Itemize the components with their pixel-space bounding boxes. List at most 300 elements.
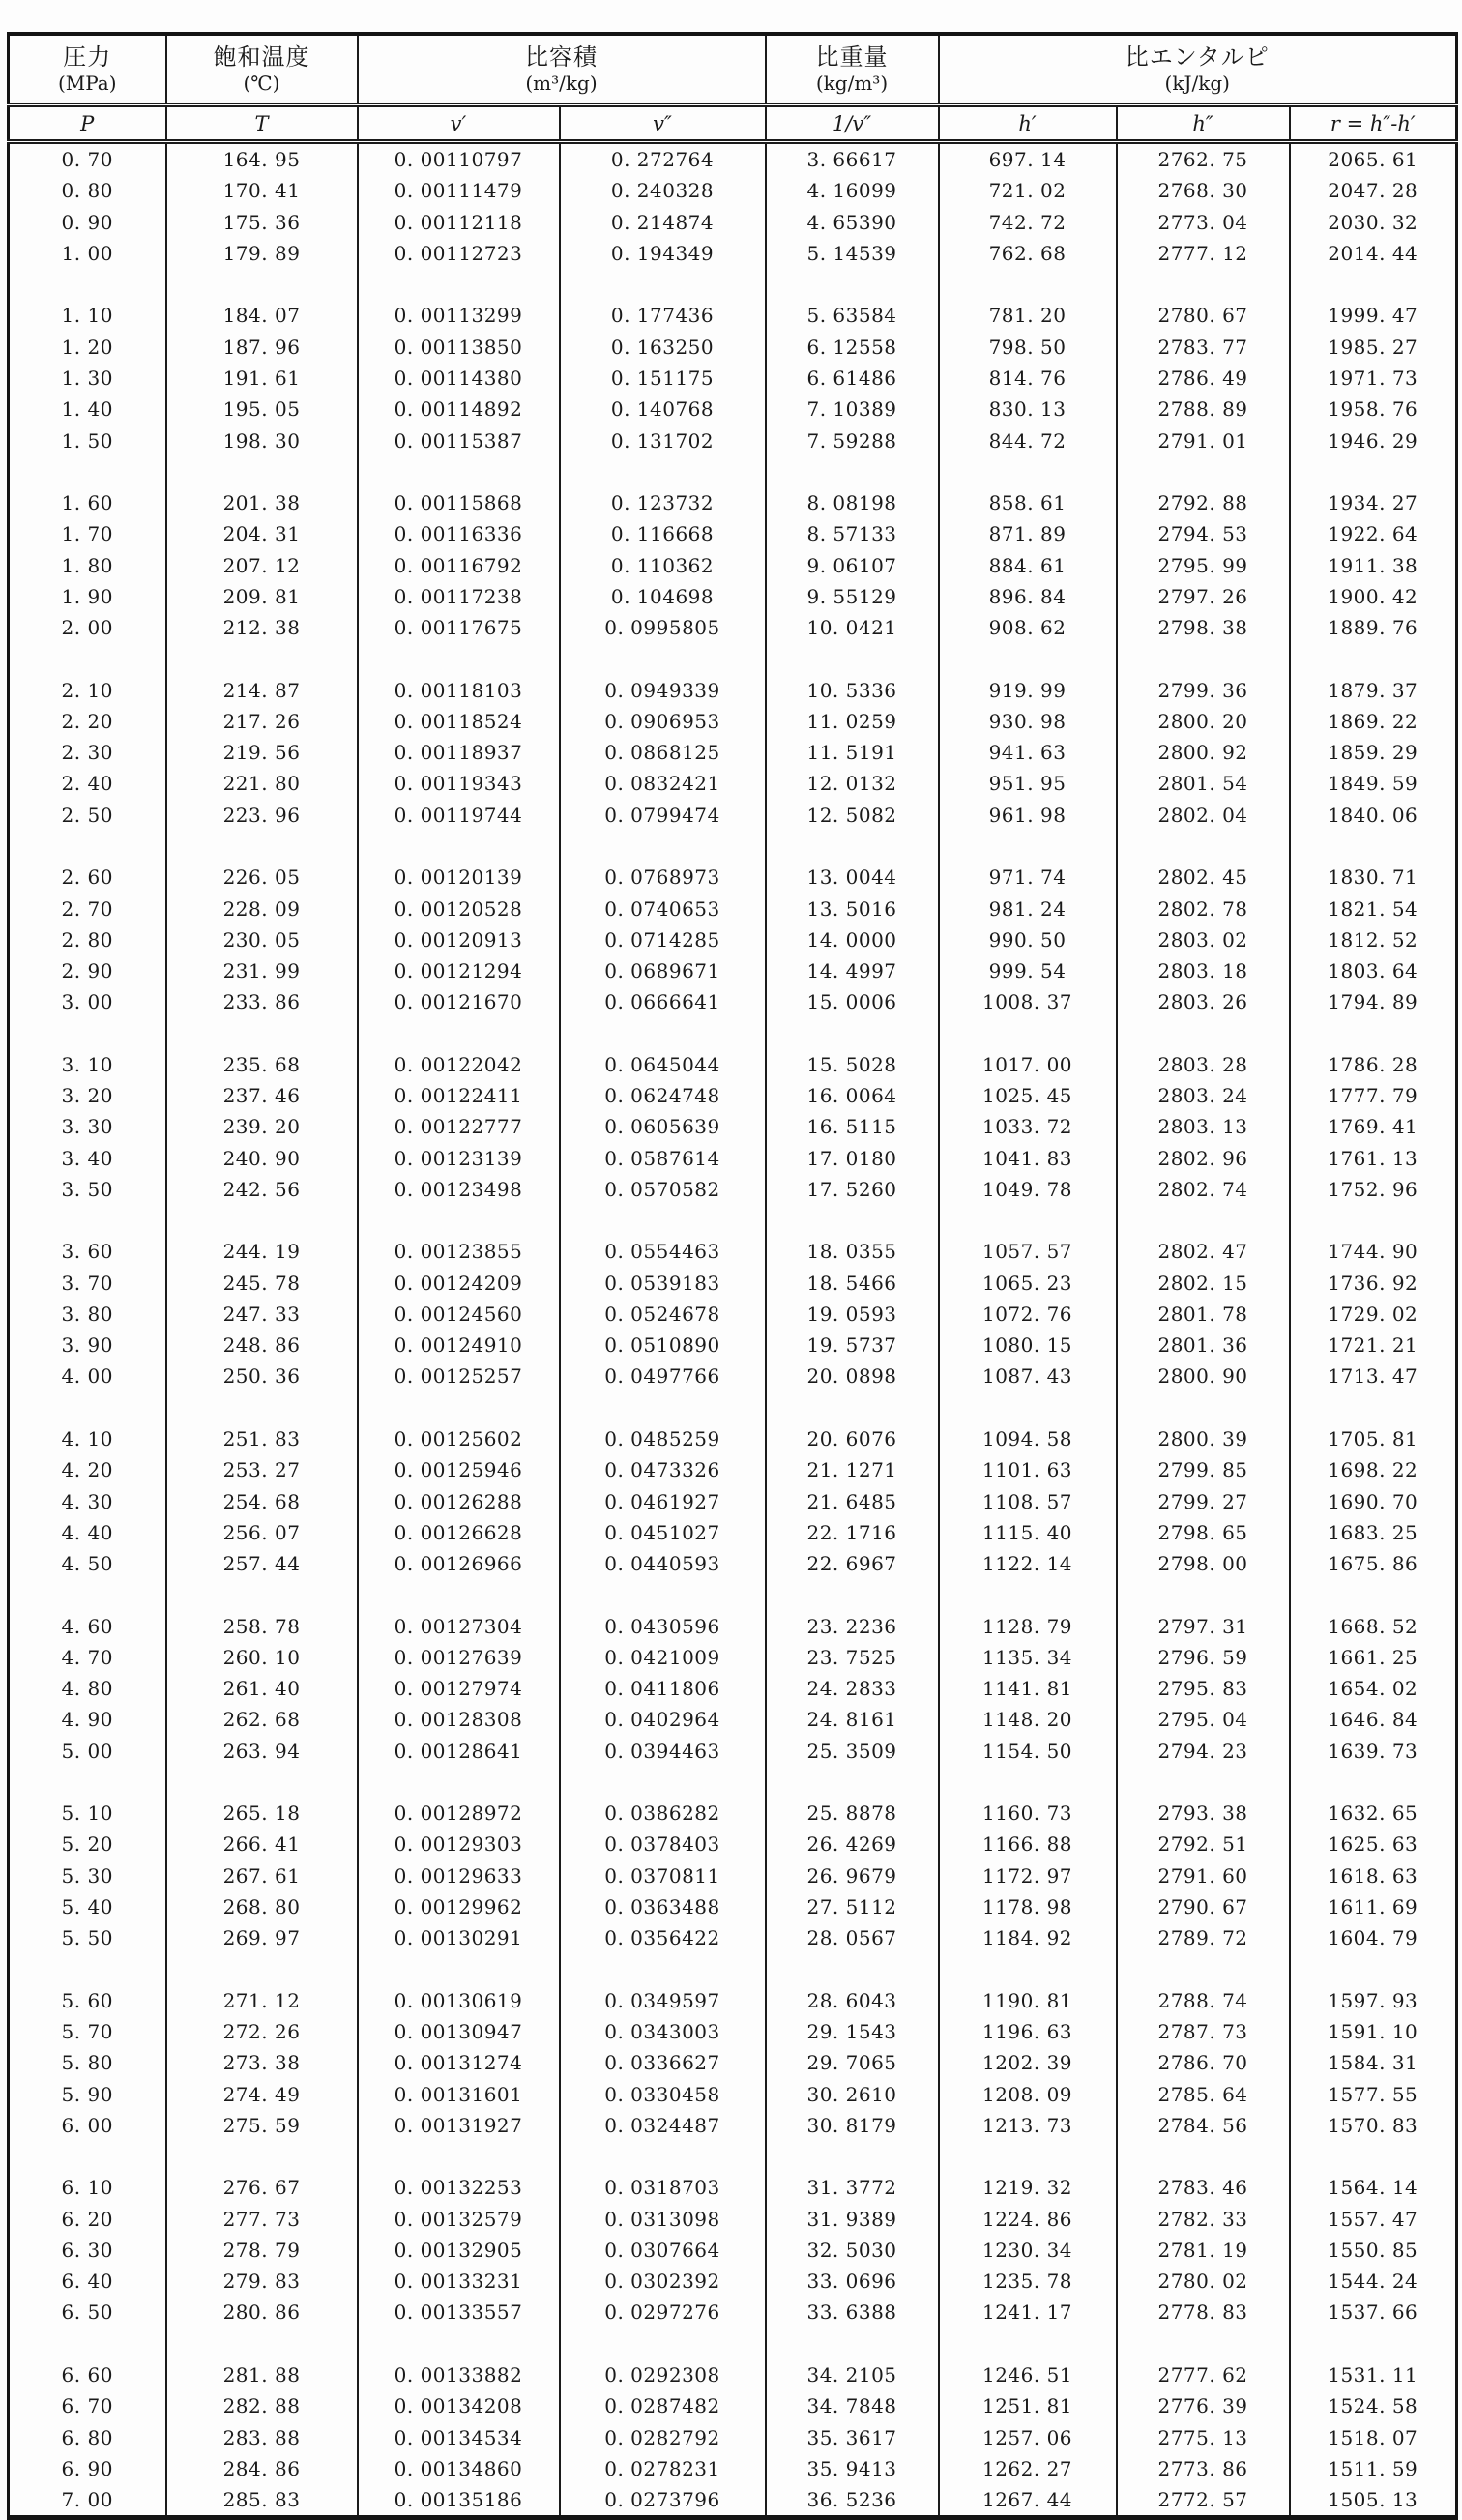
cell: 0. 0906953 [560, 706, 766, 737]
cell: 18. 5466 [766, 1268, 939, 1299]
cell: 31. 3772 [766, 2172, 939, 2203]
cell: 233. 86 [166, 986, 358, 1017]
cell: 1511. 59 [1290, 2453, 1457, 2484]
cell: 1008. 37 [939, 986, 1117, 1017]
cell: 2794. 53 [1117, 518, 1290, 549]
empty-cell [560, 1953, 766, 1984]
cell: 0. 0689671 [560, 955, 766, 986]
table-row [9, 1049, 1457, 1080]
table-row [9, 207, 1457, 238]
table-row [9, 893, 1457, 923]
table-row [9, 487, 1457, 518]
cell: 2780. 02 [1117, 2266, 1290, 2297]
cell: 2797. 31 [1117, 1610, 1290, 1641]
cell: 2773. 86 [1117, 2453, 1290, 2484]
cell: 271. 12 [166, 1985, 358, 2016]
cell: 2783. 46 [1117, 2172, 1290, 2203]
cell: 8. 57133 [766, 518, 939, 549]
empty-cell [9, 1579, 166, 1610]
cell: 0. 0868125 [560, 737, 766, 768]
cell: 0. 00127639 [358, 1642, 560, 1673]
header-symbols-row [9, 105, 1457, 142]
cell: 0. 0386282 [560, 1798, 766, 1829]
empty-cell [9, 1017, 166, 1048]
header-pressure-label: 圧力 [63, 44, 112, 71]
empty-cell [358, 1579, 560, 1610]
cell: 1690. 70 [1290, 1485, 1457, 1516]
cell: 0. 214874 [560, 207, 766, 238]
cell: 36. 5236 [766, 2484, 939, 2518]
cell: 204. 31 [166, 518, 358, 549]
separator-row [9, 1205, 1457, 1236]
cell: 0. 272764 [560, 142, 766, 176]
cell: 1. 10 [9, 300, 166, 331]
cell: 33. 6388 [766, 2297, 939, 2328]
cell: 6. 20 [9, 2204, 166, 2235]
table-row [9, 1174, 1457, 1205]
cell: 235. 68 [166, 1049, 358, 1080]
cell: 1570. 83 [1290, 2110, 1457, 2141]
empty-cell [560, 1579, 766, 1610]
cell: 1713. 47 [1290, 1361, 1457, 1392]
empty-cell [358, 1205, 560, 1236]
cell: 228. 09 [166, 893, 358, 923]
cell: 1. 60 [9, 487, 166, 518]
cell: 19. 0593 [766, 1299, 939, 1330]
cell: 0. 0510890 [560, 1330, 766, 1361]
table-row [9, 581, 1457, 612]
empty-cell [358, 643, 560, 674]
cell: 0. 90 [9, 207, 166, 238]
cell: 0. 00119744 [358, 800, 560, 831]
cell: 1122. 14 [939, 1548, 1117, 1579]
cell: 990. 50 [939, 924, 1117, 955]
cell: 0. 00133557 [358, 2297, 560, 2328]
cell: 35. 3617 [766, 2421, 939, 2452]
cell: 1625. 63 [1290, 1829, 1457, 1860]
cell: 35. 9413 [766, 2453, 939, 2484]
cell: 2793. 38 [1117, 1798, 1290, 1829]
cell: 0. 0995805 [560, 612, 766, 643]
empty-cell [766, 1392, 939, 1423]
cell: 4. 65390 [766, 207, 939, 238]
table-row [9, 1985, 1457, 2016]
header-specific-volume [358, 34, 766, 105]
separator-row [9, 2329, 1457, 2359]
cell: 23. 2236 [766, 1610, 939, 1641]
cell: 0. 00130619 [358, 1985, 560, 2016]
cell: 1108. 57 [939, 1485, 1117, 1516]
cell: 1761. 13 [1290, 1143, 1457, 1174]
empty-cell [358, 1017, 560, 1048]
cell: 0. 00122411 [358, 1080, 560, 1111]
empty-cell [766, 269, 939, 300]
empty-cell [939, 456, 1117, 487]
cell: 2785. 64 [1117, 2078, 1290, 2109]
cell: 0. 00123498 [358, 1174, 560, 1205]
cell: 30. 2610 [766, 2078, 939, 2109]
cell: 1618. 63 [1290, 1861, 1457, 1891]
cell: 0. 00129962 [358, 1891, 560, 1922]
cell: 2802. 47 [1117, 1236, 1290, 1267]
cell: 0. 163250 [560, 332, 766, 363]
cell: 0. 00124560 [358, 1299, 560, 1330]
empty-cell [939, 1392, 1117, 1423]
cell: 1794. 89 [1290, 986, 1457, 1017]
cell: 7. 59288 [766, 425, 939, 455]
cell: 3. 40 [9, 1143, 166, 1174]
cell: 1911. 38 [1290, 549, 1457, 580]
empty-cell [358, 456, 560, 487]
empty-cell [560, 456, 766, 487]
empty-cell [1117, 1017, 1290, 1048]
cell: 256. 07 [166, 1517, 358, 1548]
cell: 2800. 39 [1117, 1423, 1290, 1454]
cell: 1531. 11 [1290, 2359, 1457, 2390]
separator-row [9, 2141, 1457, 2172]
empty-cell [1290, 456, 1457, 487]
cell: 0. 00117238 [358, 581, 560, 612]
table-row [9, 2297, 1457, 2328]
cell: 278. 79 [166, 2235, 358, 2266]
cell: 2800. 92 [1117, 737, 1290, 768]
cell: 1160. 73 [939, 1798, 1117, 1829]
symbol-inverse-v-double-prime: 1/v″ [766, 105, 939, 142]
cell: 0. 00134534 [358, 2421, 560, 2452]
cell: 1721. 21 [1290, 1330, 1457, 1361]
empty-cell [166, 1017, 358, 1048]
empty-cell [9, 2329, 166, 2359]
cell: 0. 00123139 [358, 1143, 560, 1174]
cell: 28. 0567 [766, 1922, 939, 1953]
cell: 1257. 06 [939, 2421, 1117, 2452]
symbol-h-double-prime: h″ [1117, 105, 1290, 142]
cell: 981. 24 [939, 893, 1117, 923]
cell: 2801. 54 [1117, 768, 1290, 799]
empty-cell [560, 643, 766, 674]
cell: 0. 00118103 [358, 675, 560, 706]
cell: 1135. 34 [939, 1642, 1117, 1673]
cell: 919. 99 [939, 675, 1117, 706]
cell: 1958. 76 [1290, 394, 1457, 425]
cell: 0. 116668 [560, 518, 766, 549]
empty-cell [9, 1205, 166, 1236]
cell: 34. 2105 [766, 2359, 939, 2390]
cell: 1184. 92 [939, 1922, 1117, 1953]
cell: 0. 00127974 [358, 1673, 560, 1704]
empty-cell [1117, 1579, 1290, 1610]
cell: 0. 0307664 [560, 2235, 766, 2266]
cell: 15. 5028 [766, 1049, 939, 1080]
empty-cell [166, 1579, 358, 1610]
table-row [9, 1673, 1457, 1704]
cell: 10. 5336 [766, 675, 939, 706]
cell: 0. 00128972 [358, 1798, 560, 1829]
cell: 1769. 41 [1290, 1111, 1457, 1142]
cell: 4. 70 [9, 1642, 166, 1673]
cell: 25. 8878 [766, 1798, 939, 1829]
cell: 0. 00110797 [358, 142, 560, 176]
table-row [9, 2047, 1457, 2078]
table-row [9, 924, 1457, 955]
cell: 261. 40 [166, 1673, 358, 1704]
cell: 1675. 86 [1290, 1548, 1457, 1579]
empty-cell [766, 2141, 939, 2172]
cell: 830. 13 [939, 394, 1117, 425]
cell: 1049. 78 [939, 1174, 1117, 1205]
cell: 2. 50 [9, 800, 166, 831]
cell: 0. 00125946 [358, 1454, 560, 1485]
cell: 277. 73 [166, 2204, 358, 2235]
empty-cell [1117, 1767, 1290, 1798]
cell: 1166. 88 [939, 1829, 1117, 1860]
cell: 15. 0006 [766, 986, 939, 1017]
table-row [9, 300, 1457, 331]
cell: 908. 62 [939, 612, 1117, 643]
empty-cell [939, 1953, 1117, 1984]
cell: 1683. 25 [1290, 1517, 1457, 1548]
cell: 1736. 92 [1290, 1268, 1457, 1299]
empty-cell [9, 2141, 166, 2172]
cell: 3. 20 [9, 1080, 166, 1111]
separator-row [9, 456, 1457, 487]
cell: 219. 56 [166, 737, 358, 768]
cell: 5. 20 [9, 1829, 166, 1860]
empty-cell [1290, 269, 1457, 300]
cell: 22. 6967 [766, 1548, 939, 1579]
separator-row [9, 643, 1457, 674]
table-row [9, 2453, 1457, 2484]
empty-cell [166, 2329, 358, 2359]
separator-row [9, 1767, 1457, 1798]
cell: 13. 5016 [766, 893, 939, 923]
cell: 2777. 12 [1117, 238, 1290, 269]
cell: 2781. 19 [1117, 2235, 1290, 2266]
cell: 0. 0832421 [560, 768, 766, 799]
cell: 0. 0768973 [560, 862, 766, 893]
cell: 2065. 61 [1290, 142, 1457, 176]
cell: 0. 140768 [560, 394, 766, 425]
cell: 175. 36 [166, 207, 358, 238]
cell: 2777. 62 [1117, 2359, 1290, 2390]
cell: 34. 7848 [766, 2390, 939, 2421]
cell: 5. 14539 [766, 238, 939, 269]
table-row [9, 1642, 1457, 1673]
cell: 1033. 72 [939, 1111, 1117, 1142]
cell: 0. 0461927 [560, 1485, 766, 1516]
cell: 20. 0898 [766, 1361, 939, 1392]
cell: 0. 0378403 [560, 1829, 766, 1860]
cell: 1524. 58 [1290, 2390, 1457, 2421]
cell: 0. 00131601 [358, 2078, 560, 2109]
cell: 4. 60 [9, 1610, 166, 1641]
cell: 0. 00128308 [358, 1704, 560, 1735]
cell: 269. 97 [166, 1922, 358, 1953]
cell: 6. 60 [9, 2359, 166, 2390]
cell: 1224. 86 [939, 2204, 1117, 2235]
cell: 1172. 97 [939, 1861, 1117, 1891]
header-pressure [9, 34, 166, 105]
cell: 2792. 51 [1117, 1829, 1290, 1860]
cell: 6. 12558 [766, 332, 939, 363]
cell: 0. 0394463 [560, 1736, 766, 1767]
cell: 0. 00113299 [358, 300, 560, 331]
cell: 9. 55129 [766, 581, 939, 612]
cell: 1705. 81 [1290, 1423, 1457, 1454]
cell: 1241. 17 [939, 2297, 1117, 2328]
cell: 1557. 47 [1290, 2204, 1457, 2235]
cell: 217. 26 [166, 706, 358, 737]
cell: 3. 50 [9, 1174, 166, 1205]
cell: 0. 00126966 [358, 1548, 560, 1579]
cell: 1537. 66 [1290, 2297, 1457, 2328]
cell: 209. 81 [166, 581, 358, 612]
header-specific-weight [766, 34, 939, 105]
empty-cell [766, 643, 939, 674]
cell: 1922. 64 [1290, 518, 1457, 549]
cell: 0. 0440593 [560, 1548, 766, 1579]
cell: 0. 0411806 [560, 1673, 766, 1704]
empty-cell [166, 2141, 358, 2172]
cell: 29. 7065 [766, 2047, 939, 2078]
cell: 1632. 65 [1290, 1798, 1457, 1829]
cell: 2792. 88 [1117, 487, 1290, 518]
cell: 4. 90 [9, 1704, 166, 1735]
cell: 195. 05 [166, 394, 358, 425]
header-units-row [9, 34, 1457, 105]
cell: 0. 00130291 [358, 1922, 560, 1953]
cell: 1057. 57 [939, 1236, 1117, 1267]
cell: 1190. 81 [939, 1985, 1117, 2016]
symbol-r-latent-heat: r = h″-h′ [1290, 105, 1457, 142]
header-saturation-temperature-label: 飽和温度 [213, 44, 310, 71]
cell: 1550. 85 [1290, 2235, 1457, 2266]
header-specific-weight-unit: (kg/m³) [815, 72, 889, 95]
cell: 29. 1543 [766, 2016, 939, 2047]
table-row [9, 1861, 1457, 1891]
table-row [9, 1423, 1457, 1454]
cell: 0. 00126288 [358, 1485, 560, 1516]
cell: 1041. 83 [939, 1143, 1117, 1174]
cell: 3. 66617 [766, 142, 939, 176]
cell: 260. 10 [166, 1642, 358, 1673]
table-row [9, 1299, 1457, 1330]
cell: 1577. 55 [1290, 2078, 1457, 2109]
cell: 258. 78 [166, 1610, 358, 1641]
table-row [9, 1143, 1457, 1174]
cell: 0. 00117675 [358, 612, 560, 643]
cell: 0. 0570582 [560, 1174, 766, 1205]
table-row [9, 238, 1457, 269]
cell: 0. 0714285 [560, 924, 766, 955]
cell: 1971. 73 [1290, 363, 1457, 394]
cell: 999. 54 [939, 955, 1117, 986]
cell: 25. 3509 [766, 1736, 939, 1767]
cell: 2799. 36 [1117, 675, 1290, 706]
cell: 1262. 27 [939, 2453, 1117, 2484]
empty-cell [560, 2141, 766, 2172]
cell: 11. 5191 [766, 737, 939, 768]
cell: 0. 0451027 [560, 1517, 766, 1548]
cell: 0. 0330458 [560, 2078, 766, 2109]
cell: 1889. 76 [1290, 612, 1457, 643]
empty-cell [1290, 1017, 1457, 1048]
empty-cell [9, 269, 166, 300]
cell: 1. 00 [9, 238, 166, 269]
cell: 0. 00132579 [358, 2204, 560, 2235]
table-row [9, 675, 1457, 706]
cell: 28. 6043 [766, 1985, 939, 2016]
cell: 1087. 43 [939, 1361, 1117, 1392]
cell: 0. 00118937 [358, 737, 560, 768]
table-row [9, 2421, 1457, 2452]
cell: 1604. 79 [1290, 1922, 1457, 1953]
cell: 0. 00112723 [358, 238, 560, 269]
empty-cell [560, 1392, 766, 1423]
cell: 6. 00 [9, 2110, 166, 2141]
cell: 0. 104698 [560, 581, 766, 612]
cell: 1786. 28 [1290, 1049, 1457, 1080]
cell: 0. 00133882 [358, 2359, 560, 2390]
cell: 170. 41 [166, 175, 358, 206]
table-row [9, 706, 1457, 737]
cell: 2775. 13 [1117, 2421, 1290, 2452]
symbol-v-prime: v′ [358, 105, 560, 142]
empty-cell [166, 643, 358, 674]
cell: 4. 30 [9, 1485, 166, 1516]
cell: 5. 30 [9, 1861, 166, 1891]
empty-cell [1117, 269, 1290, 300]
cell: 1744. 90 [1290, 1236, 1457, 1267]
cell: 2802. 78 [1117, 893, 1290, 923]
cell: 251. 83 [166, 1423, 358, 1454]
empty-cell [939, 1205, 1117, 1236]
cell: 0. 00123855 [358, 1236, 560, 1267]
table-row [9, 2172, 1457, 2203]
table-row [9, 2359, 1457, 2390]
cell: 1. 40 [9, 394, 166, 425]
symbol-T: T [166, 105, 358, 142]
cell: 272. 26 [166, 2016, 358, 2047]
cell: 4. 50 [9, 1548, 166, 1579]
cell: 2800. 90 [1117, 1361, 1290, 1392]
cell: 1. 30 [9, 363, 166, 394]
cell: 283. 88 [166, 2421, 358, 2452]
cell: 198. 30 [166, 425, 358, 455]
cell: 0. 0554463 [560, 1236, 766, 1267]
cell: 0. 0349597 [560, 1985, 766, 2016]
empty-cell [166, 456, 358, 487]
cell: 11. 0259 [766, 706, 939, 737]
cell: 1080. 15 [939, 1330, 1117, 1361]
table-row [9, 549, 1457, 580]
empty-cell [358, 1953, 560, 1984]
cell: 762. 68 [939, 238, 1117, 269]
cell: 3. 90 [9, 1330, 166, 1361]
cell: 0. 177436 [560, 300, 766, 331]
table-row [9, 1736, 1457, 1767]
cell: 1202. 39 [939, 2047, 1117, 2078]
table-row [9, 142, 1457, 176]
cell: 0. 00131927 [358, 2110, 560, 2141]
empty-cell [939, 1767, 1117, 1798]
cell: 247. 33 [166, 1299, 358, 1330]
cell: 24. 8161 [766, 1704, 939, 1735]
cell: 1230. 34 [939, 2235, 1117, 2266]
cell: 941. 63 [939, 737, 1117, 768]
header-specific-enthalpy-unit: (kJ/kg) [1164, 72, 1230, 95]
cell: 1639. 73 [1290, 1736, 1457, 1767]
